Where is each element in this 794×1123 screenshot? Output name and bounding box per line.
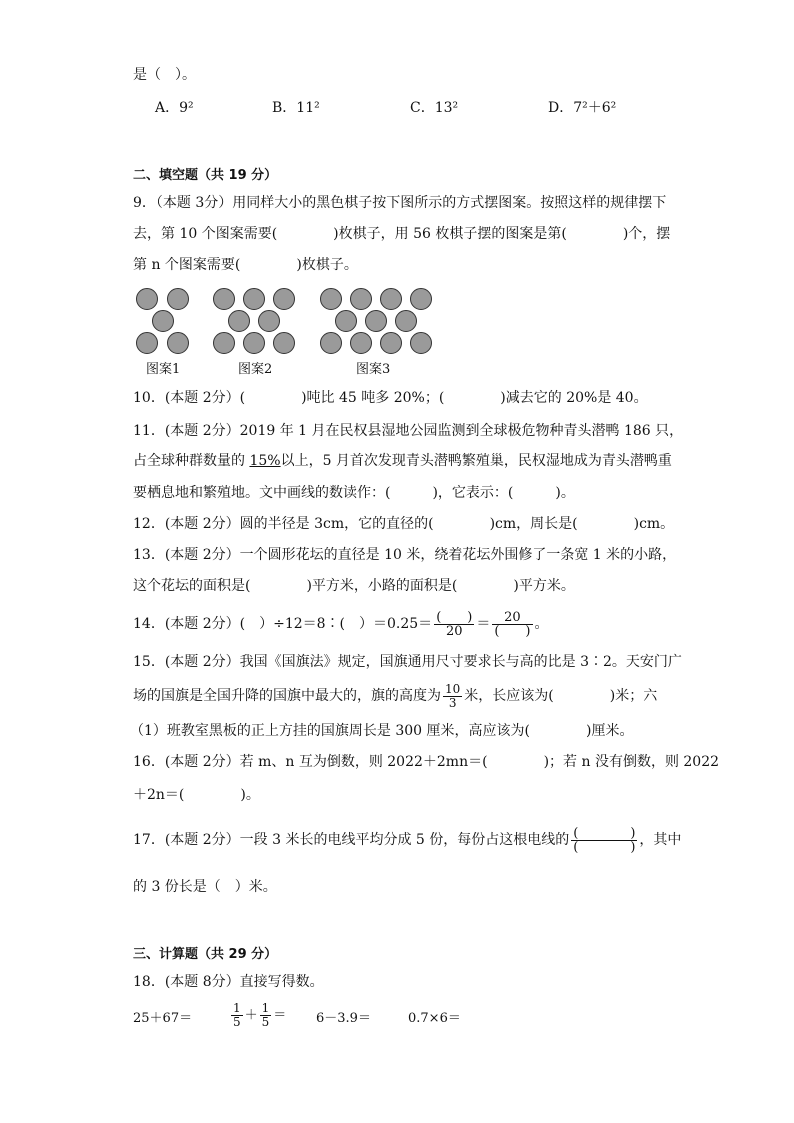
section-title-calculation: 三、计算题（共 29 分） [133, 947, 278, 962]
q14-end: 。 [534, 616, 549, 632]
chess-piece [320, 288, 342, 310]
q18-fraction-b-numerator: 1 [261, 1001, 270, 1015]
q9-line3: 第 n 个图案需要( )枚棋子。 [133, 257, 358, 273]
chess-piece [320, 332, 342, 354]
chess-piece [380, 288, 402, 310]
q17-line2: 的 3 份长是（ ）米。 [133, 879, 277, 895]
q15-line3: （1）班教室黑板的正上方挂的国旗周长是 300 厘米，高应该为( )厘米。 [130, 723, 634, 739]
q16-line2: ＋2n＝( )。 [133, 787, 260, 803]
q9-line2: 去，第 10 个图案需要( )枚棋子，用 56 枚棋子摆的图案是第( )个，摆 [133, 226, 671, 242]
chess-piece [243, 288, 265, 310]
q13-line2: 这个花坛的面积是( )平方米，小路的面积是( )平方米。 [133, 578, 575, 594]
q11-line2 [133, 452, 672, 470]
chess-piece [335, 310, 357, 332]
q17-line1 [133, 822, 681, 858]
chess-piece [395, 310, 417, 332]
pattern-caption-3: 图案3 [356, 362, 391, 377]
pattern-figure [133, 286, 453, 378]
q15-fraction [443, 683, 462, 710]
chess-piece [410, 332, 432, 354]
pattern-caption-1: 图案1 [146, 362, 181, 377]
chess-piece [213, 332, 235, 354]
pattern-caption-2: 图案2 [238, 362, 273, 377]
q15-fraction-numerator: 10 [445, 681, 461, 696]
q9-line1: 9．（本题 3分）用同样大小的黑色棋子按下图所示的方式摆图案。按照这样的规律摆下 [133, 195, 667, 211]
q18-fraction-a-denominator: 5 [233, 1015, 241, 1029]
q8-option-a: A．9² [155, 100, 194, 116]
q11-line1: 11．(本题 2分）2019 年 1 月在民权县湿地公园监测到全球极危物种青头潜鸭 186 只， [133, 423, 684, 439]
q14-fraction-2-numerator: 20 [492, 611, 532, 625]
chess-piece [167, 288, 189, 310]
q14-text: 14．(本题 2分）( ）÷12＝8∶( ）＝0.25＝ [133, 616, 433, 632]
q14-fraction-1-numerator: ( ) [436, 609, 473, 625]
q11-underlined-number: 15% [249, 453, 281, 469]
q15-line1: 15．(本题 2分）我国《国旗法》规定，国旗通用尺寸要求长与高的比是 3∶2。天安门广 [133, 654, 682, 670]
q8-option-d: D．7²＋6² [548, 100, 617, 116]
q14-fraction-1 [434, 611, 474, 638]
chess-piece [410, 288, 432, 310]
q18-title: 18．(本题 8分）直接写得数。 [133, 974, 324, 990]
q18-plus: ＋ [244, 1008, 258, 1023]
q8-option-c: C．13² [410, 100, 459, 116]
q13-line1: 13．(本题 2分）一个圆形花坛的直径是 10 米，绕着花坛外围修了一条宽 1 米的小路， [133, 547, 677, 563]
q17-fraction [571, 827, 637, 854]
q18-fraction-b-denominator: 5 [261, 1015, 270, 1029]
q17-line1-b: ，其中 [639, 832, 682, 848]
q11-line3: 要栖息地和繁殖地。文中画线的数读作：( )，它表示：( )。 [133, 485, 575, 501]
q18-fraction-b [260, 1002, 272, 1029]
chess-piece [273, 288, 295, 310]
chess-piece [273, 332, 295, 354]
chess-piece [167, 332, 189, 354]
chess-piece [213, 288, 235, 310]
q14 [133, 606, 549, 642]
q17-fraction-denominator: ( ) [573, 839, 636, 855]
q16-line1: 16．(本题 2分）若 m、n 互为倒数，则 2022＋2mn＝( )；若 n 没有倒数，则 2022 [133, 754, 720, 770]
q18-expr-4: 0.7×6＝ [408, 1011, 461, 1026]
q8-tail: 是（ ）。 [133, 67, 196, 83]
q15-line2 [133, 680, 657, 712]
q12: 12．(本题 2分）圆的半径是 3cm，它的直径的( )cm，周长是( )cm。 [133, 516, 675, 532]
chess-piece [350, 332, 372, 354]
chess-piece [258, 310, 280, 332]
q14-fraction-2 [492, 611, 532, 638]
chess-piece [228, 310, 250, 332]
q14-fraction-2-denominator: ( ) [494, 623, 531, 639]
q17-line1-a: 17．(本题 2分）一段 3 米长的电线平均分成 5 份，每份占这根电线的 [133, 832, 570, 848]
chess-piece [136, 332, 158, 354]
chess-piece [350, 288, 372, 310]
q10: 10．(本题 2分）( )吨比 45 吨多 20%；( )减去它的 20%是 40。 [133, 390, 648, 406]
q11-line2-b: 以上，5 月首次发现青头潜鸭繁殖巢，民权湿地成为青头潜鸭重 [280, 453, 672, 469]
q8-option-b: B．11² [272, 100, 320, 116]
q15-line2-a: 场的国旗是全国升降的国旗中最大的，旗的高度为 [133, 688, 441, 704]
q14-fraction-1-denominator: 20 [445, 623, 463, 639]
chess-piece [380, 332, 402, 354]
q18-equals: ＝ [273, 1008, 287, 1023]
q18-expr-1: 25＋67＝ [133, 1011, 193, 1026]
q14-equals: ＝ [476, 616, 491, 632]
q15-fraction-denominator: 3 [448, 695, 457, 710]
q18-expr-2 [229, 996, 286, 1036]
q18-fraction-a-numerator: 1 [233, 1001, 241, 1015]
chess-piece [136, 288, 158, 310]
q15-line2-b: 米，长应该为( )米；六 [464, 688, 658, 704]
q18-fraction-a [231, 1002, 243, 1029]
section-title-fill-blank: 二、填空题（共 19 分） [133, 168, 278, 183]
chess-piece [365, 310, 387, 332]
q18-expr-3: 6－3.9＝ [316, 1011, 371, 1026]
q11-line2-a: 占全球种群数量的 [133, 453, 250, 469]
chess-piece [243, 332, 265, 354]
q17-fraction-numerator: ( ) [573, 825, 636, 841]
chess-piece [152, 310, 174, 332]
